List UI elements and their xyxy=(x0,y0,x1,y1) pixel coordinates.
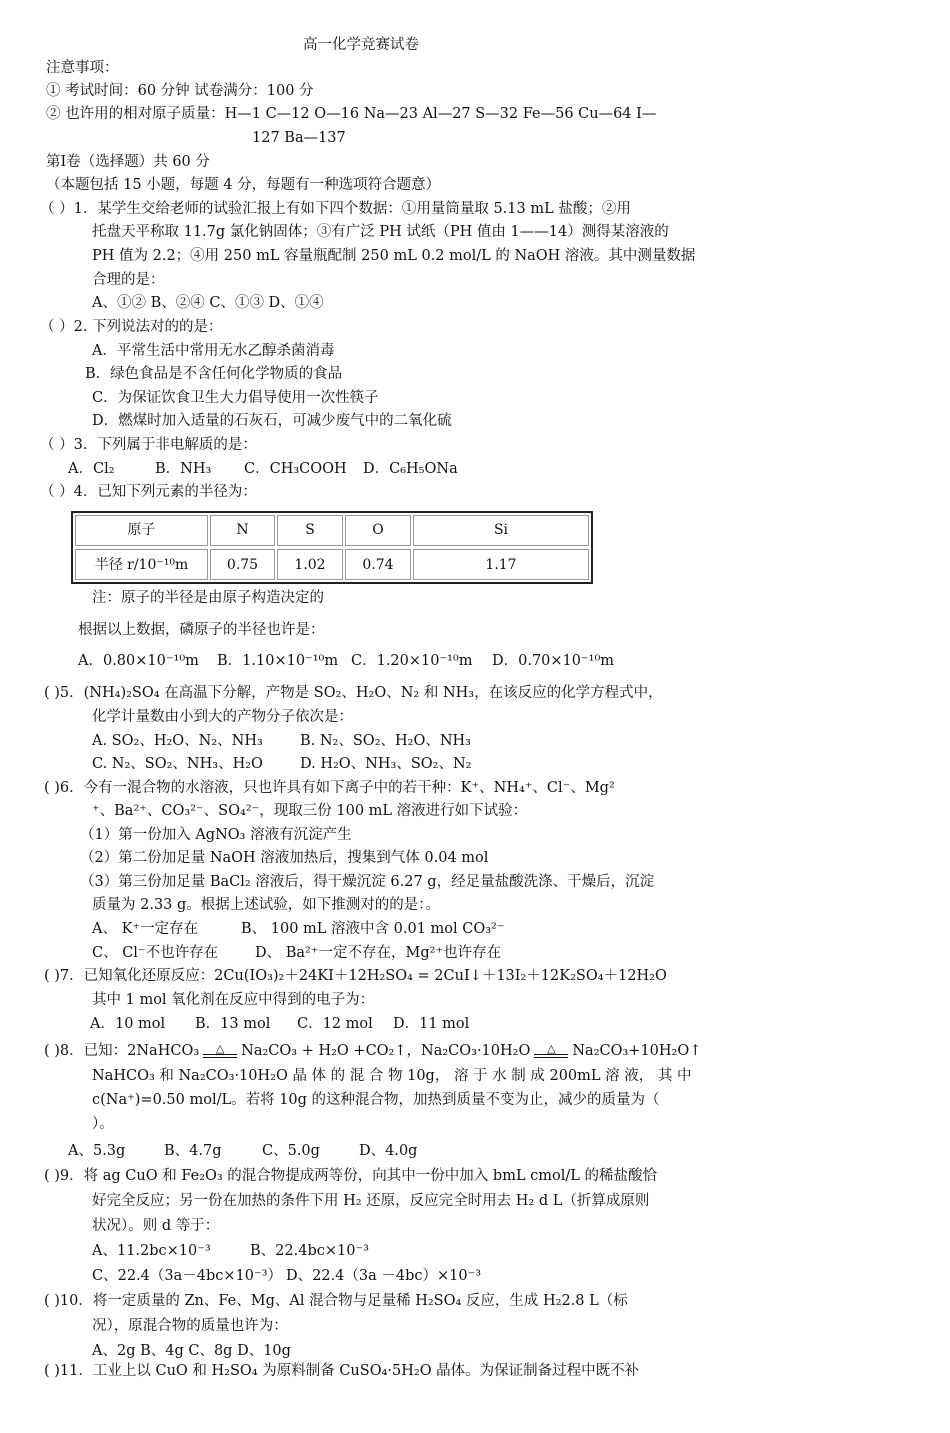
q11-line1: ( )11．工业上以 CuO 和 H₂SO₄ 为原料制备 CuSO₄·5H₂O 晶体。为保证制备过程中既不补 xyxy=(44,1363,640,1379)
q5-line2: 化学计量数由小到大的产物分子依次是： xyxy=(92,709,353,725)
heat-double-arrow xyxy=(534,1044,568,1058)
q6-step1: （1）第一份加入 AgNO₃ 溶液有沉淀产生 xyxy=(80,827,352,843)
q9-option-b: B、22.4bc×10⁻³ xyxy=(250,1243,369,1259)
q6-line2: ⁺、Ba²⁺、CO₃²⁻、SO₄²⁻，现取三份 100 mL 溶液进行如下试验： xyxy=(92,803,528,819)
q4-ask: 根据以上数据，磷原子的半径也许是： xyxy=(78,622,325,638)
q7-option-d: D．11 mol xyxy=(393,1016,470,1032)
q6-option-d: D、 Ba²⁺一定不存在，Mg²⁺也许存在 xyxy=(255,945,502,961)
table-cell: 0.74 xyxy=(345,549,411,580)
q7-option-a: A．10 mol xyxy=(90,1016,166,1032)
q4-option-c: C．1.20×10⁻¹⁰m xyxy=(351,653,473,669)
q2-option-b: B．绿色食品是不含任何化学物质的食品 xyxy=(85,366,343,382)
q1-options: A、①② B、②④ C、①③ D、①④ xyxy=(92,295,324,311)
q1-line4: 合理的是： xyxy=(92,272,165,288)
part1-instructions: （本题包括 15 小题，每题 4 分，每题有一种选项符合题意） xyxy=(46,177,441,193)
q9-line1: ( )9．将 ag CuO 和 Fe₂O₃ 的混合物提成两等份，向其中一份中加入 bmL cmol/L 的稀盐酸恰 xyxy=(44,1168,658,1184)
q7-line2: 其中 1 mol 氧化剂在反应中得到的电子为： xyxy=(92,992,375,1008)
q5-option-a: A. SO₂、H₂O、N₂、NH₃ xyxy=(92,733,263,749)
q5-option-d: D. H₂O、NH₃、SO₂、N₂ xyxy=(300,756,472,772)
heat-double-arrow xyxy=(203,1044,237,1058)
table-header-s: S xyxy=(277,515,343,546)
q4-note: 注：原子的半径是由原子构造决定的 xyxy=(92,590,324,606)
part1-heading: 第Ⅰ卷（选择题）共 60 分 xyxy=(46,154,210,170)
notes-heading: 注意事项： xyxy=(46,60,119,76)
page-title: 高一化学竞赛试卷 xyxy=(303,37,419,53)
q2-option-d: D．燃煤时加入适量的石灰石，可减少废气中的二氧化硫 xyxy=(92,413,452,429)
q10-line2: 况），原混合物的质量也许为： xyxy=(92,1318,288,1334)
table-header-atom: 原子 xyxy=(75,515,208,546)
q8-line2: NaHCO₃ 和 Na₂CO₃·10H₂O 晶 体 的 混 合 物 10g， 溶 于 水 制 成 200mL 溶 液， 其 中 xyxy=(92,1068,692,1084)
q5-option-c: C. N₂、SO₂、NH₃、H₂O xyxy=(92,756,263,772)
q6-step3-cont: 质量为 2.33 g。根据上述试验，如下推测对的的是：。 xyxy=(92,897,441,913)
q4-option-a: A．0.80×10⁻¹⁰m xyxy=(78,653,199,669)
q7-option-b: B．13 mol xyxy=(195,1016,271,1032)
q8-line1-part-b: Na₂CO₃ + H₂O +CO₂↑，Na₂CO₃·10H₂O xyxy=(241,1043,531,1059)
q8-line1-part-c: Na₂CO₃+10H₂O↑ xyxy=(572,1043,702,1059)
q4-option-d: D．0.70×10⁻¹⁰m xyxy=(492,653,615,669)
q8-option-a: A、5.3g xyxy=(68,1143,126,1159)
q8-option-d: D、4.0g xyxy=(359,1143,418,1159)
q3-option-c: C．CH₃COOH xyxy=(244,461,347,477)
q8-option-c: C、5.0g xyxy=(262,1143,320,1159)
table-header-n: N xyxy=(210,515,275,546)
q1-line2: 托盘天平称取 11.7g 氯化钠固体；③有广泛 PH 试纸（PH 值由 1——14）测得某溶液的 xyxy=(92,224,669,240)
q9-option-d: D、22.4（3a －4bc）×10⁻³ xyxy=(286,1268,482,1284)
heat-symbol: △ xyxy=(547,1042,556,1055)
notes-time: ① 考试时间：60 分钟 试卷满分：100 分 xyxy=(46,83,314,99)
q6-option-a: A、 K⁺一定存在 xyxy=(92,921,199,937)
q7-line1: ( )7．已知氧化还原反应：2Cu(IO₃)₂＋24KI＋12H₂SO₄ = 2CuI↓＋13I₂＋12K₂SO₄＋12H₂O xyxy=(44,968,667,984)
table-header-si: Si xyxy=(413,515,589,546)
q2-option-a: A．平常生活中常用无水乙醇杀菌消毒 xyxy=(92,343,335,359)
q2-option-c: C．为保证饮食卫生大力倡导使用一次性筷子 xyxy=(92,390,379,406)
table-cell: 1.02 xyxy=(277,549,343,580)
q9-line2: 好完全反应；另一份在加热的条件下用 H₂ 还原，反应完全时用去 H₂ d L（折算成原则 xyxy=(92,1193,650,1209)
q5-line1: ( )5．(NH₄)₂SO₄ 在高温下分解，产物是 SO₂、H₂O、N₂ 和 NH₃，在该反应的化学方程式中， xyxy=(44,685,663,701)
q5-option-b: B. N₂、SO₂、H₂O、NH₃ xyxy=(300,733,471,749)
q8-line4: ）。 xyxy=(92,1116,114,1132)
q6-line1: ( )6．今有一混合物的水溶液，只也许具有如下离子中的若干种：K⁺、NH₄⁺、Cl⁻、Mg² xyxy=(44,780,615,796)
q10-line1: ( )10．将一定质量的 Zn、Fe、Mg、Al 混合物与足量稀 H₂SO₄ 反应，生成 H₂2.8 L（标 xyxy=(44,1293,628,1309)
q8-line1-part-a: ( )8．已知：2NaHCO₃ xyxy=(44,1043,200,1059)
q4-stem: （ ）4．已知下列元素的半径为： xyxy=(40,484,257,500)
notes-masses-cont: 127 Ba—137 xyxy=(252,130,346,146)
q9-option-a: A、11.2bc×10⁻³ xyxy=(92,1243,211,1259)
q3-option-d: D．C₆H₅ONa xyxy=(363,461,458,477)
notes-masses: ② 也许用的相对原子质量：H—1 C—12 O—16 Na—23 Al—27 S—32 Fe—56 Cu—64 I— xyxy=(46,106,657,122)
q3-option-a: A．Cl₂ xyxy=(68,461,115,477)
table-row-label: 半径 r/10⁻¹⁰m xyxy=(75,549,208,580)
q3-stem: （ ）3．下列属于非电解质的是： xyxy=(40,437,257,453)
q1-line1: （ ）1．某学生交给老师的试验汇报上有如下四个数据：①用量筒量取 5.13 mL 盐酸；②用 xyxy=(40,201,631,217)
q6-option-c: C、 Cl⁻不也许存在 xyxy=(92,945,219,961)
q9-line3: 状况）。则 d 等于： xyxy=(92,1218,220,1234)
table-cell: 0.75 xyxy=(210,549,275,580)
q2-stem: （ ）2. 下列说法对的的是： xyxy=(40,319,223,335)
q4-option-b: B．1.10×10⁻¹⁰m xyxy=(217,653,339,669)
q6-step3: （3）第三份加足量 BaCl₂ 溶液后，得干燥沉淀 6.27 g，经足量盐酸洗涤、干燥后，沉淀 xyxy=(80,874,655,890)
q7-option-c: C．12 mol xyxy=(297,1016,373,1032)
heat-symbol: △ xyxy=(215,1042,225,1055)
q6-step2: （2）第二份加足量 NaOH 溶液加热后，搜集到气体 0.04 mol xyxy=(80,850,489,866)
radius-table xyxy=(71,511,593,584)
q8-line3: c(Na⁺)=0.50 mol/L。若将 10g 的这种混合物，加热到质量不变为止，减少的质量为（ xyxy=(92,1092,660,1108)
table-header-o: O xyxy=(345,515,411,546)
table-cell: 1.17 xyxy=(413,549,589,580)
q9-option-c: C、22.4（3a－4bc×10⁻³） xyxy=(92,1268,282,1284)
q10-options: A、2g B、4g C、8g D、10g xyxy=(92,1343,291,1359)
q3-option-b: B．NH₃ xyxy=(155,461,212,477)
q8-option-b: B、4.7g xyxy=(164,1143,222,1159)
q8-line1 xyxy=(44,1042,701,1060)
q6-option-b: B、 100 mL 溶液中含 0.01 mol CO₃²⁻ xyxy=(241,921,505,937)
q1-line3: PH 值为 2.2；④用 250 mL 容量瓶配制 250 mL 0.2 mol/L 的 NaOH 溶液。其中测量数据 xyxy=(92,248,696,264)
